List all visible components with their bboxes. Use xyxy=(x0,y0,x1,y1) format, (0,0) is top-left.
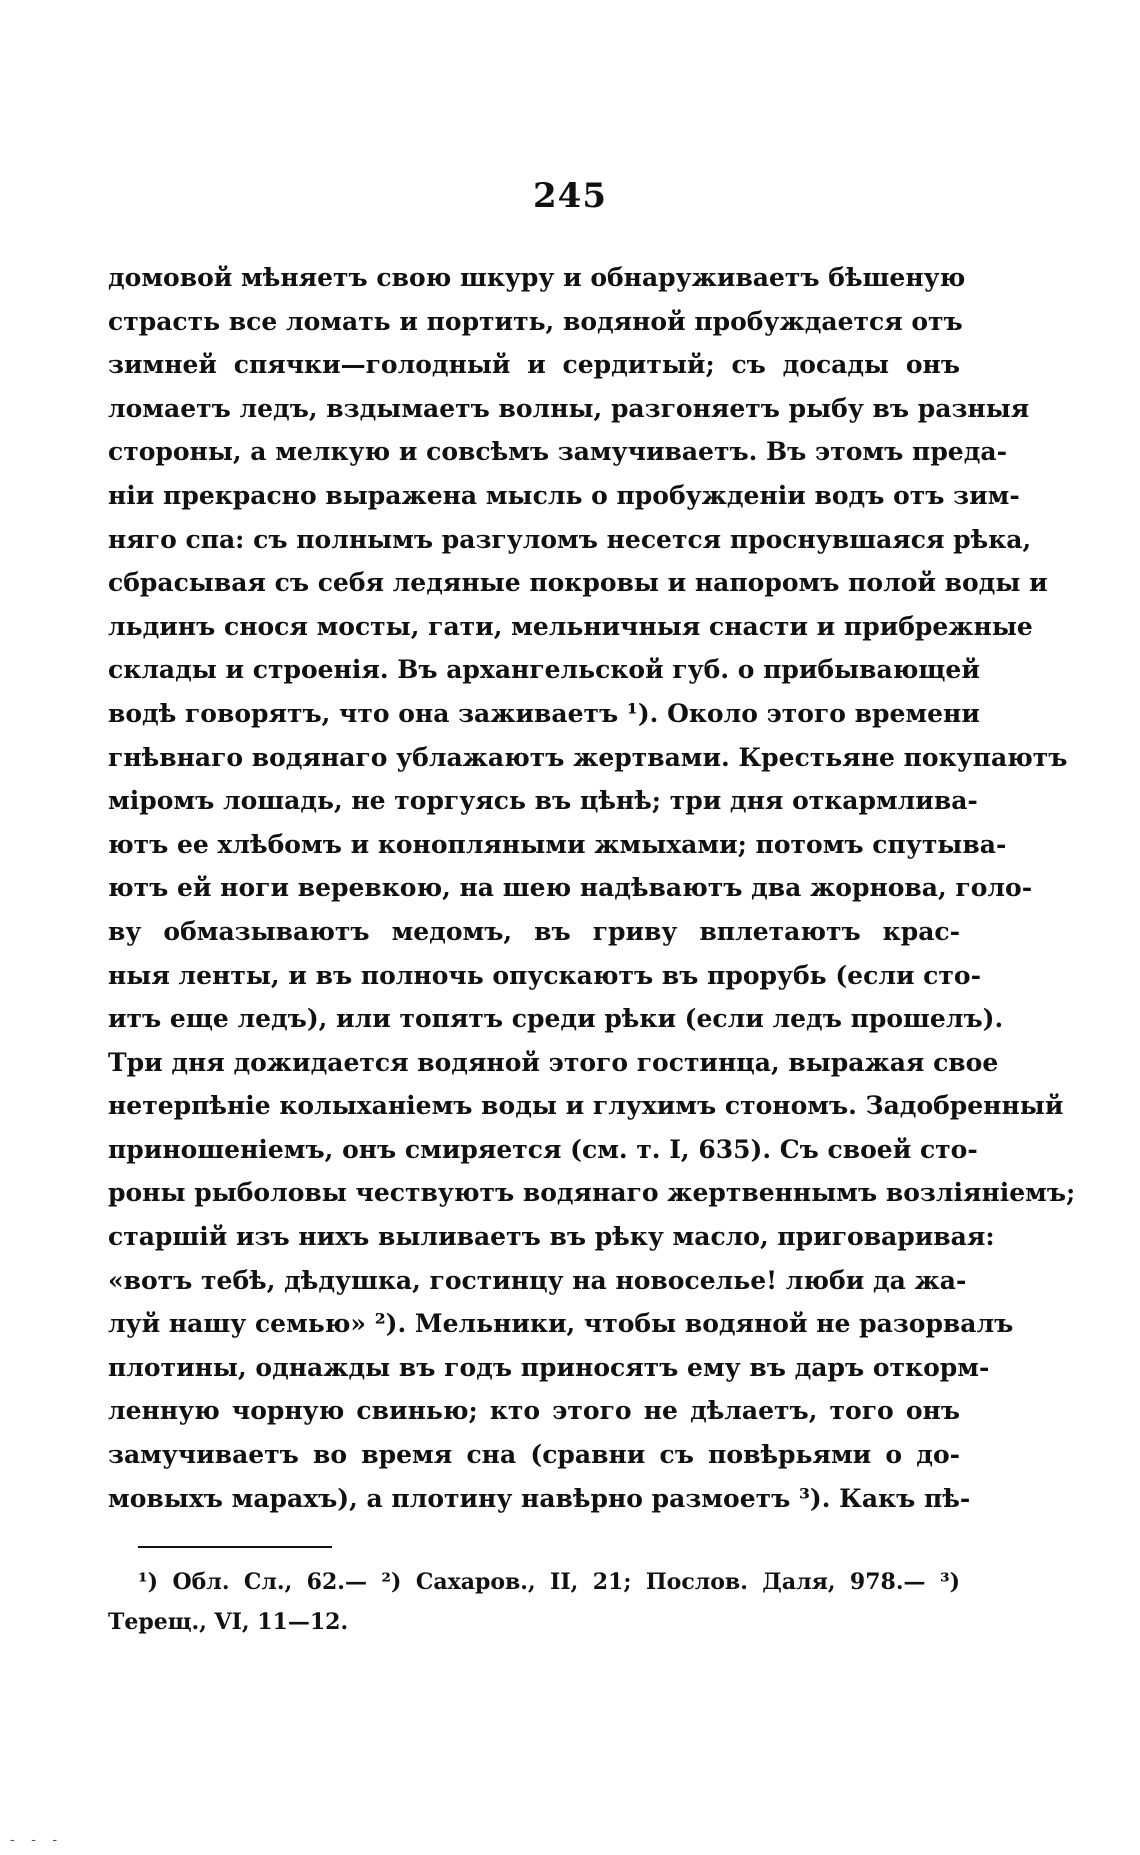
text-line: зимней спячки—голодный и сердитый; съ досады онъ xyxy=(108,350,960,380)
text-line: старшій изъ нихъ выливаетъ въ рѣку масло, приговаривая: xyxy=(108,1222,995,1252)
text-line: ютъ ей ноги веревкою, на шею надѣваютъ два жорнова, голо- xyxy=(108,873,1033,903)
text-line: ютъ ее хлѣбомъ и конопляными жмыхами; потомъ спутыва- xyxy=(108,829,1007,859)
footnotes xyxy=(108,1562,960,1642)
text-line: замучиваетъ во время сна (сравни съ повѣрьями о до- xyxy=(108,1440,960,1470)
text-line: ленную чорную свинью; кто этого не дѣлаетъ, того онъ xyxy=(108,1396,960,1426)
text-line: ломаетъ ледъ, вздымаетъ волны, разгоняетъ рыбу въ разныя xyxy=(108,393,1030,423)
text-line: льдинъ снося мосты, гати, мельничныя снасти и прибрежные xyxy=(108,611,1033,641)
text-line: домовой мѣняетъ свою шкуру и обнаруживаетъ бѣшеную xyxy=(108,263,966,292)
text-line: склады и строенія. Въ архангельской губ. о прибывающей xyxy=(108,655,980,685)
text-line: сбрасывая съ себя ледяные покровы и напоромъ полой воды и xyxy=(108,568,1048,598)
text-line: луй нашу семью» ²). Мельники, чтобы водяной не разорвалъ xyxy=(108,1309,1014,1339)
text-line: ву обмазываютъ медомъ, въ гриву вплетаютъ крас- xyxy=(108,916,960,946)
text-line: водѣ говорятъ, что она заживаетъ ¹). Около этого времени xyxy=(108,698,980,728)
text-line: гнѣвнаго водянаго ублажаютъ жертвами. Крестьяне покупаютъ xyxy=(108,742,1068,772)
text-line: ныя ленты, и въ полночь опускаютъ въ прорубь (если сто- xyxy=(108,960,981,990)
footnote-line: ¹) Обл. Сл., 62.— ²) Сахаров., II, 21; Послов. Даля, 978.— ³) xyxy=(138,1569,960,1595)
text-line: плотины, однажды въ годъ приносятъ ему въ даръ откорм- xyxy=(108,1352,990,1382)
text-line: Три дня дожидается водяной этого гостинца, выражая свое xyxy=(108,1047,999,1077)
text-line: мовыхъ марахъ), а плотину навѣрно размоетъ ³). Какъ пѣ- xyxy=(108,1483,971,1513)
text-line: нетерпѣніе колыханіемъ воды и глухимъ стономъ. Задобренный xyxy=(108,1091,1064,1121)
scan-artifact: - - - xyxy=(10,1832,64,1848)
footnote-divider xyxy=(138,1546,332,1548)
text-line: приношеніемъ, онъ смиряется (см. т. I, 635). Съ своей сто- xyxy=(108,1134,978,1164)
text-line: итъ еще ледъ), или топятъ среди рѣки (если ледъ прошелъ). xyxy=(108,1004,1004,1034)
text-line: стороны, а мелкую и совсѣмъ замучиваетъ. Въ этомъ преда- xyxy=(108,437,1007,467)
text-line: ніи прекрасно выражена мысль о пробужденіи водъ отъ зим- xyxy=(108,480,1020,510)
body-text xyxy=(108,256,1076,1520)
text-line: роны рыболовы чествуютъ водянаго жертвеннымъ возліяніемъ; xyxy=(108,1178,1076,1208)
footnote-line: Терещ., VI, 11—12. xyxy=(108,1609,349,1635)
text-line: міромъ лошадь, не торгуясь въ цѣнѣ; три дня откармлива- xyxy=(108,786,978,816)
text-line: няго спа: съ полнымъ разгуломъ несется проснувшаяся рѣка, xyxy=(108,524,1032,554)
page-number: 245 xyxy=(533,176,607,216)
text-line: «вотъ тебѣ, дѣдушка, гостинцу на новоселье! люби да жа- xyxy=(108,1265,967,1295)
text-line: страсть все ломать и портить, водяной пробуждается отъ xyxy=(108,306,963,336)
